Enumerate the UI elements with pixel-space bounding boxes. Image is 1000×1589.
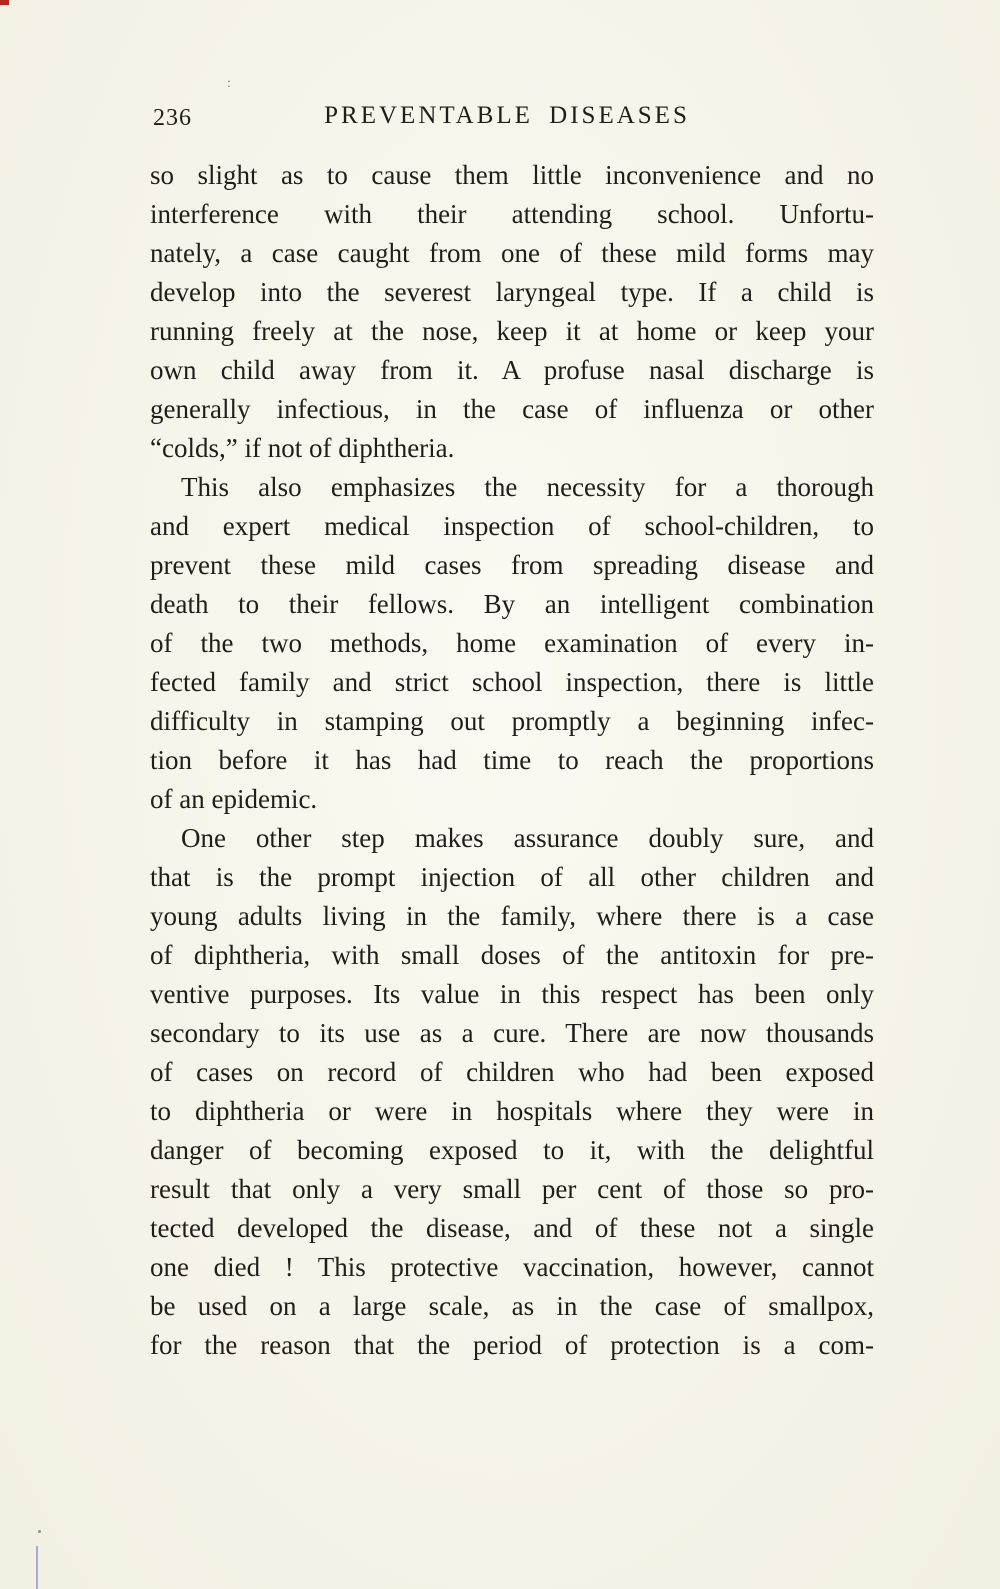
page-title: PREVENTABLE DISEASES [324,102,690,129]
page-text [150,156,874,1365]
text-line: that is the prompt injection of all other children and [150,862,874,892]
text-line: of the two methods, home examination of every in- [150,628,874,658]
scan-artifact-smudge: : [227,76,231,91]
text-line: prevent these mild cases from spreading disease and [150,550,874,580]
text-line: of diphtheria, with small doses of the antitoxin for pre- [150,940,874,970]
text-line: This also emphasizes the necessity for a thorough [181,472,874,502]
text-line: so slight as to cause them little inconvenience and no [150,160,874,190]
text-line: result that only a very small per cent of those so pro- [150,1174,874,1204]
paragraph [150,468,874,819]
text-line: develop into the severest laryngeal type. If a child is [150,277,874,307]
text-line: One other step makes assurance doubly sure, and [181,823,874,853]
text-line: difficulty in stamping out promptly a beginning infec- [150,706,874,736]
scan-artifact-blue-line [36,1546,38,1589]
text-line: for the reason that the period of protection is a com- [150,1330,874,1360]
text-line: young adults living in the family, where there is a case [150,901,874,931]
scan-artifact-dot [38,1530,41,1533]
text-line: own child away from it. A profuse nasal discharge is [150,355,874,385]
scan-artifact-red-corner [0,0,9,5]
text-line: secondary to its use as a cure. There are now thousands [150,1018,874,1048]
text-line: tion before it has had time to reach the proportions [150,745,874,775]
text-line: of an epidemic. [150,784,318,814]
page-number: 236 [153,105,192,131]
text-line: nately, a case caught from one of these mild forms may [150,238,874,268]
text-line: and expert medical inspection of school-children, to [150,511,874,541]
text-line: generally infectious, in the case of influenza or other [150,394,874,424]
running-head [0,102,1000,136]
paragraph [150,819,874,1365]
text-line: “colds,” if not of diphtheria. [150,433,455,463]
paragraph [150,156,874,468]
text-line: to diphtheria or were in hospitals where they were in [150,1096,874,1126]
text-line: ventive purposes. Its value in this respect has been only [150,979,874,1009]
text-line: of cases on record of children who had been exposed [150,1057,874,1087]
text-line: running freely at the nose, keep it at home or keep your [150,316,874,346]
text-line: danger of becoming exposed to it, with the delightful [150,1135,874,1165]
text-line: interference with their attending school. Unfortu- [150,199,874,229]
text-line: be used on a large scale, as in the case of smallpox, [150,1291,874,1321]
text-line: fected family and strict school inspection, there is little [150,667,874,697]
text-line: tected developed the disease, and of these not a single [150,1213,874,1243]
text-line: death to their fellows. By an intelligent combination [150,589,874,619]
text-line: one died ! This protective vaccination, however, cannot [150,1252,874,1282]
